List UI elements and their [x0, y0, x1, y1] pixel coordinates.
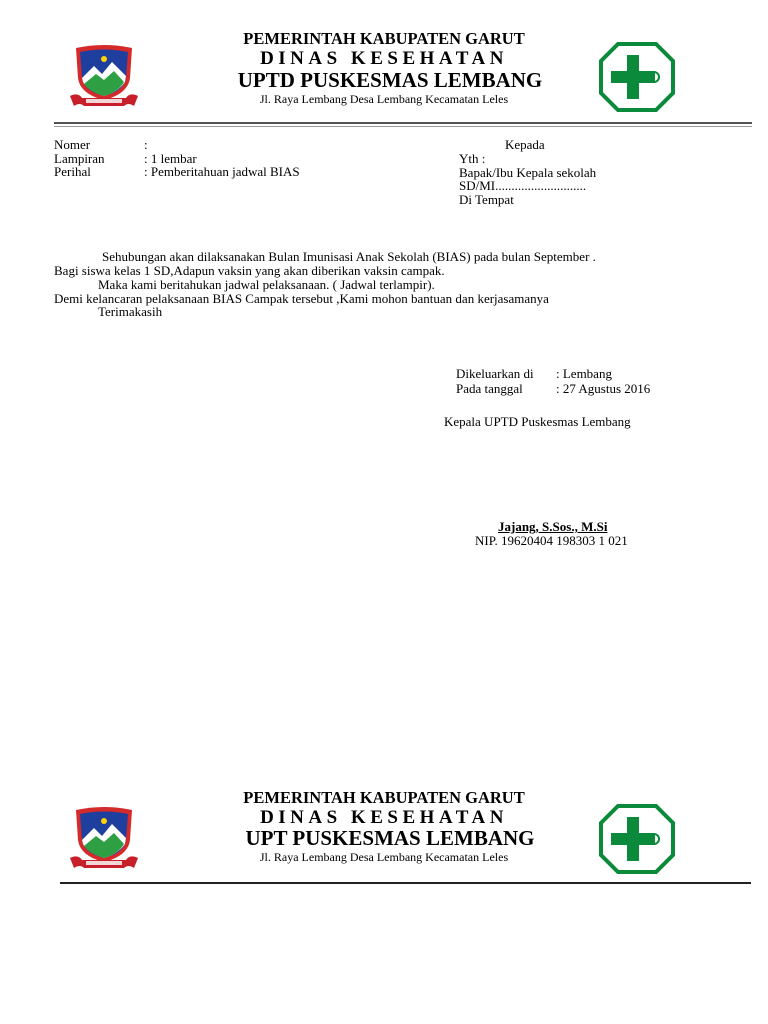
footer-header-address: Jl. Raya Lembang Desa Lembang Kecamatan Leles — [259, 850, 509, 864]
issued-place-label: Dikeluarkan di — [456, 366, 534, 381]
header-address: Jl. Raya Lembang Desa Lembang Kecamatan Leles — [259, 92, 509, 106]
recipient-line1: Bapak/Ibu Kepala sekolah — [459, 165, 597, 180]
perihal-label: Perihal — [54, 164, 91, 179]
recipient-kepada: Kepada — [505, 137, 545, 152]
nomer-value: : — [144, 137, 148, 152]
header-line2: DINAS KESEHATAN — [260, 48, 508, 69]
footer-header-line2: DINAS KESEHATAN — [260, 807, 508, 828]
header-divider-thin — [54, 126, 752, 127]
issued-place-value: : Lembang — [556, 366, 612, 381]
lampiran-value: : 1 lembar — [144, 151, 197, 166]
body-paragraph-3: Maka kami beritahukan jadwal pelaksanaan. ( Jadwal terlampir). — [98, 277, 435, 292]
body-closing: Terimakasih — [98, 304, 163, 319]
footer-header-divider — [60, 882, 751, 884]
recipient-yth: Yth : — [459, 151, 486, 166]
recipient-line3: Di Tempat — [459, 192, 514, 207]
footer-header-line1: PEMERINTAH KABUPATEN GARUT — [243, 788, 525, 807]
issued-date-value: : 27 Agustus 2016 — [556, 381, 651, 396]
header-line3: UPTD PUSKESMAS LEMBANG — [237, 68, 543, 92]
header-divider — [54, 122, 752, 124]
recipient-line2: SD/MI............................ — [459, 178, 587, 193]
perihal-value: : Pemberitahuan jadwal BIAS — [144, 164, 300, 179]
signature-nip: NIP. 19620404 198303 1 021 — [475, 533, 628, 548]
issued-date-label: Pada tanggal — [456, 381, 523, 396]
signature-name: Jajang, S.Sos., M.Si — [498, 519, 608, 534]
body-paragraph-2: Bagi siswa kelas 1 SD,Adapun vaksin yang akan diberikan vaksin campak. — [54, 263, 445, 278]
lampiran-label: Lampiran — [54, 151, 105, 166]
footer-header-line3: UPT PUSKESMAS LEMBANG — [245, 826, 535, 850]
body-paragraph-1: Sehubungan akan dilaksanakan Bulan Imunisasi Anak Sekolah (BIAS) pada bulan September . — [102, 249, 596, 264]
header-line1: PEMERINTAH KABUPATEN GARUT — [243, 29, 525, 48]
body-paragraph-4: Demi kelancaran pelaksanaan BIAS Campak tersebut ,Kami mohon bantuan dan kerjasamanya — [54, 291, 549, 306]
signature-title: Kepala UPTD Puskesmas Lembang — [444, 414, 631, 429]
nomer-label: Nomer — [54, 137, 91, 152]
puskesmas-cross-icon — [598, 41, 676, 113]
puskesmas-cross-icon — [598, 803, 676, 875]
